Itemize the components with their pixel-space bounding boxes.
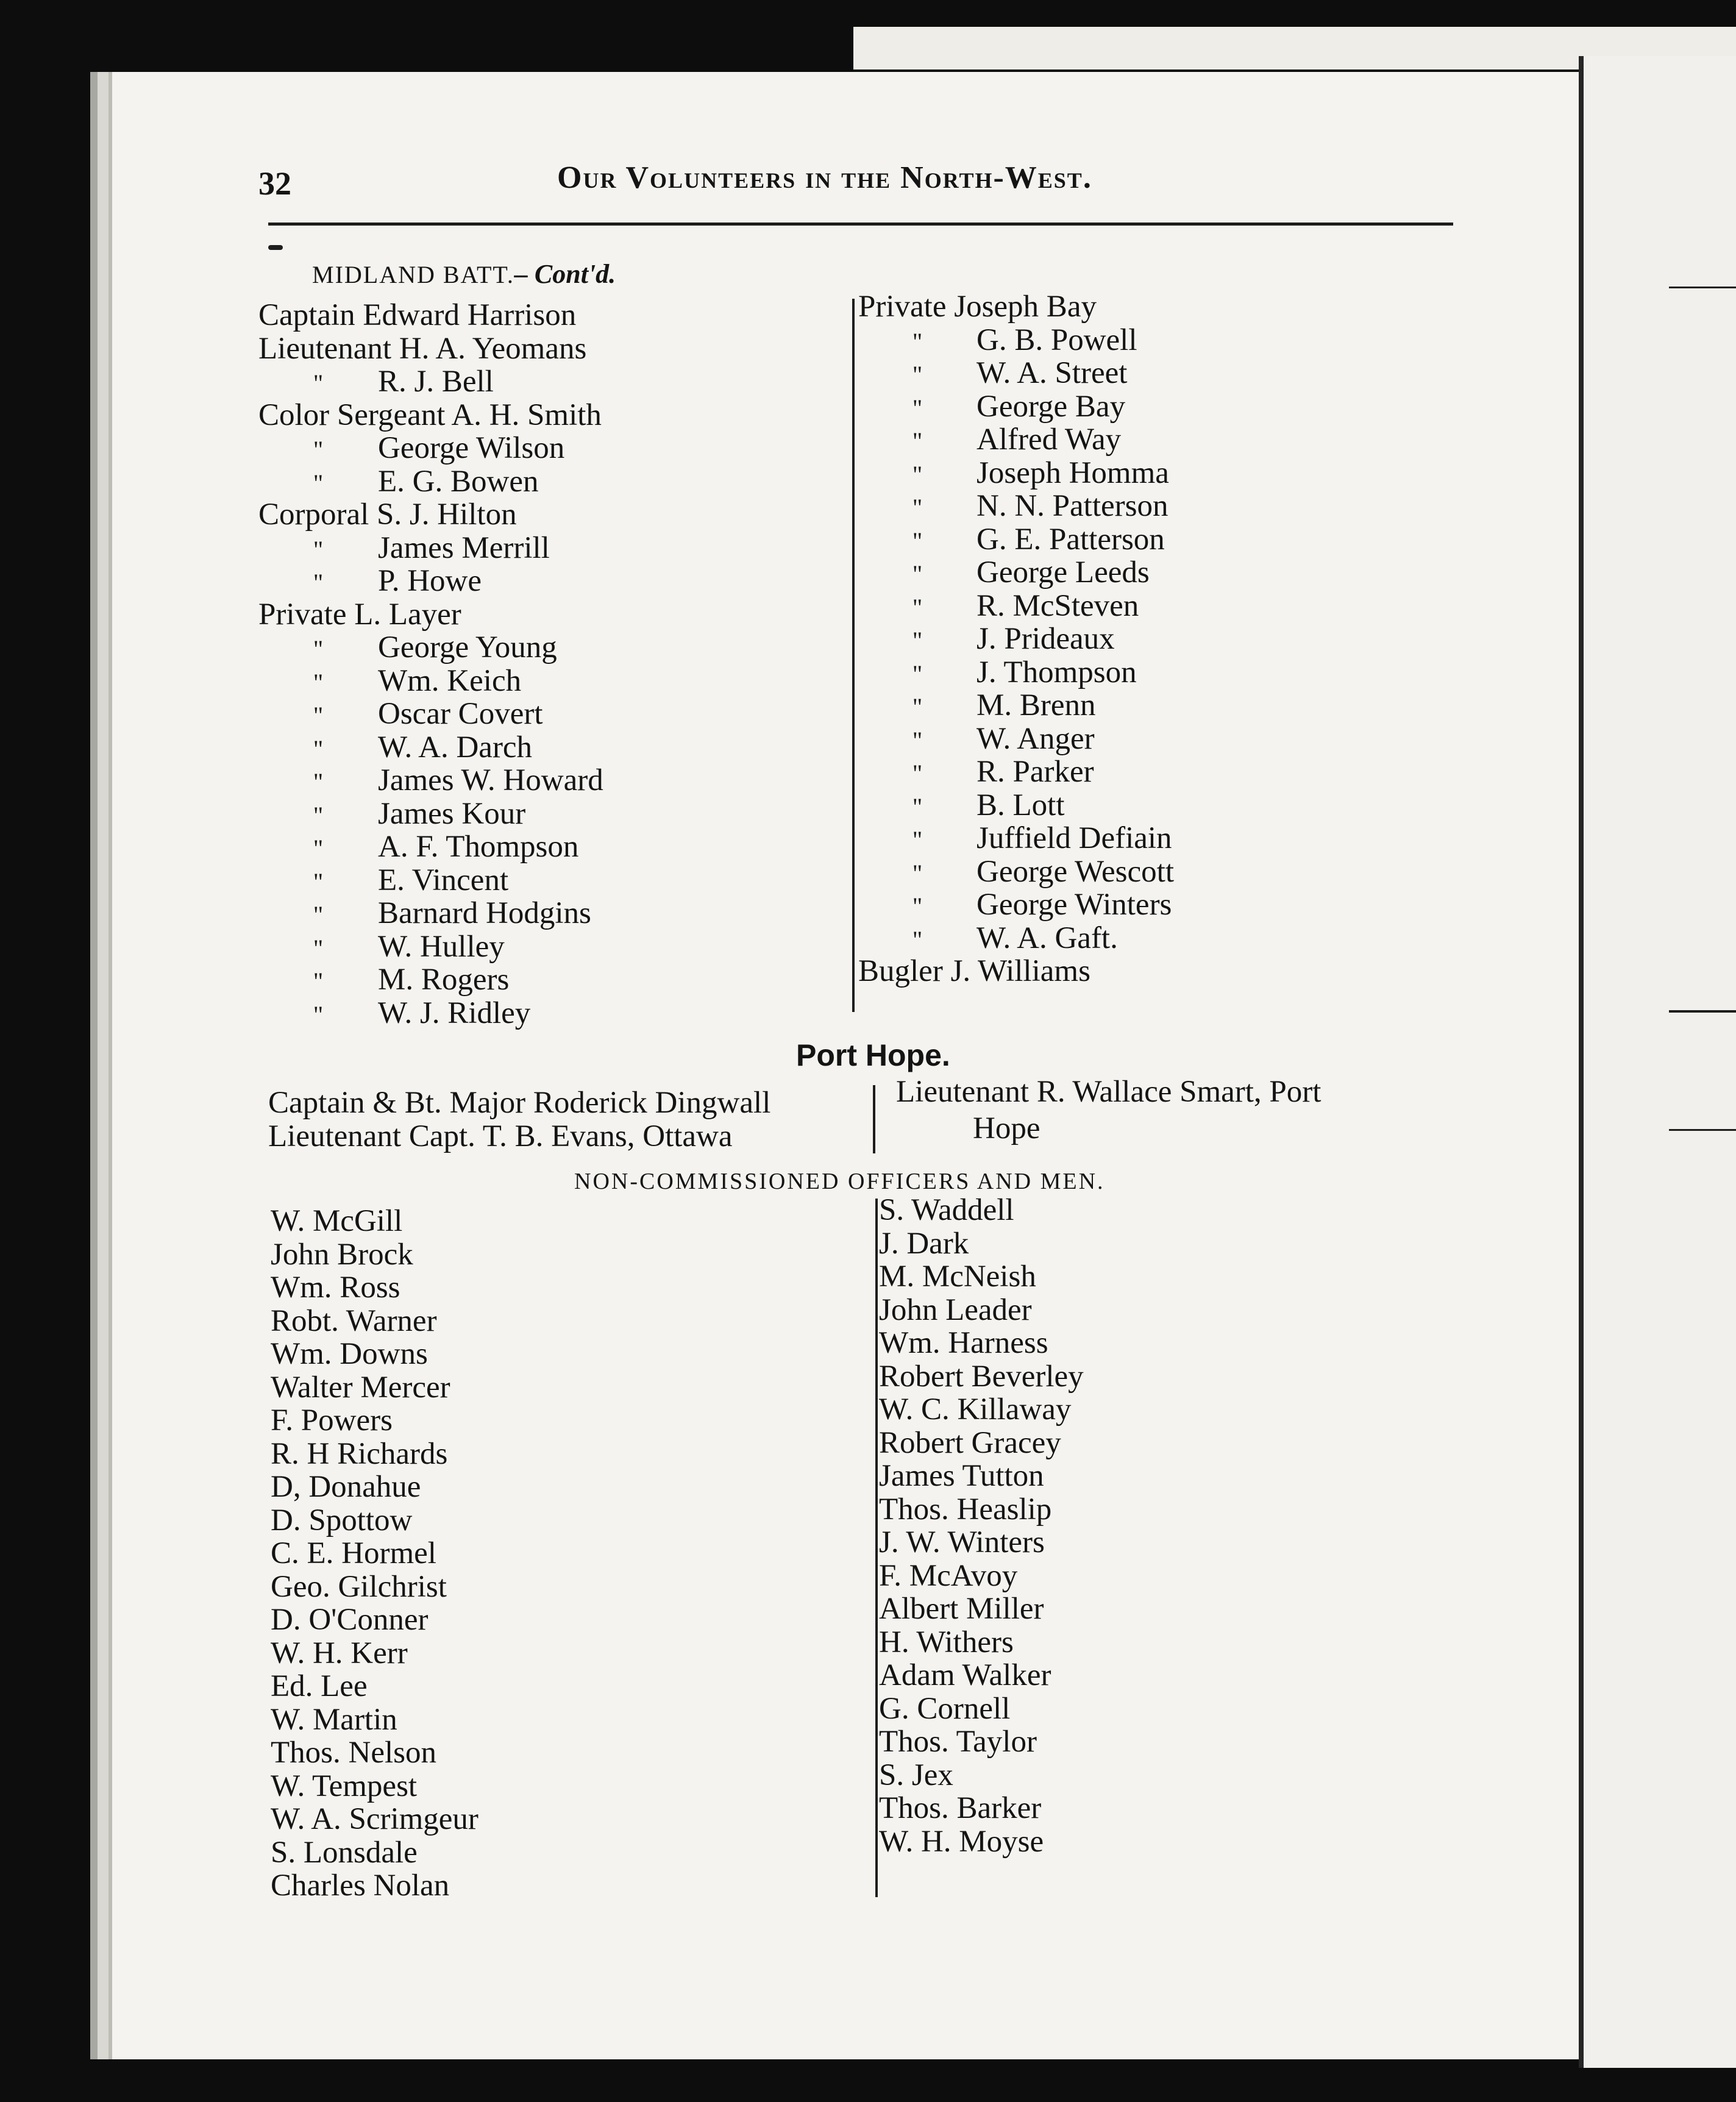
roster-line (858, 324, 1174, 357)
man-name: D. Spottow (271, 1503, 413, 1537)
man-name: Thos. Barker (879, 1791, 1042, 1825)
roster-rank: Color Sergeant (258, 397, 446, 432)
roster-line (258, 631, 603, 664)
roster-line (858, 755, 1174, 789)
man-name: Thos. Nelson (271, 1736, 436, 1770)
ditto-mark: " (912, 793, 923, 821)
roster-rank: Lieutenant (258, 331, 392, 366)
man-name: Robt. Warner (271, 1303, 437, 1338)
roster-rank: Private (258, 597, 347, 632)
man-name: W. C. Killaway (879, 1392, 1072, 1427)
ditto-mark: " (912, 494, 923, 521)
roster-line (858, 689, 1174, 722)
roster-line (258, 465, 603, 499)
roster-name: N. N. Patterson (976, 489, 1169, 523)
roster-line (258, 697, 603, 731)
men-left-column (271, 1205, 478, 1903)
header-rule (268, 223, 1453, 226)
roster-name: George Leeds (976, 555, 1150, 590)
man-name: J. W. Winters (879, 1525, 1045, 1559)
ditto-mark: " (912, 892, 923, 920)
man-name: Walter Mercer (271, 1370, 450, 1405)
man-name: S. Waddell (879, 1193, 1014, 1227)
roster-name: P. Howe (378, 564, 482, 598)
ditto-mark: " (912, 660, 923, 688)
roster-line (258, 963, 603, 997)
section-heading-text: MIDLAND BATT. (312, 261, 514, 288)
facing-page (1579, 56, 1736, 2068)
roster-rank: Private (858, 290, 947, 324)
man-name: F. Powers (271, 1403, 393, 1438)
roster-line (258, 731, 603, 764)
roster-line (858, 922, 1174, 955)
roster-line (858, 490, 1174, 523)
ditto-mark: " (313, 535, 324, 563)
roster-line (858, 855, 1174, 889)
roster-line (258, 997, 603, 1030)
ditto-mark: " (912, 859, 923, 887)
man-name: M. McNeish (879, 1259, 1036, 1294)
ditto-mark: " (912, 627, 923, 654)
roster-line (858, 789, 1174, 822)
man-name: S. Jex (879, 1758, 953, 1792)
man-name: F. McAvoy (879, 1558, 1018, 1593)
roster-line (858, 590, 1174, 623)
man-name: Wm. Ross (271, 1270, 400, 1305)
roster-name: George Wilson (378, 431, 565, 465)
roster-name: James Kour (378, 796, 526, 831)
ditto-mark: " (313, 469, 324, 497)
roster-name: James W. Howard (378, 763, 603, 797)
roster-name: M. Rogers (378, 963, 510, 997)
roster-rank: Captain (258, 298, 355, 332)
roster-line (258, 930, 603, 964)
roster-name: J. Thompson (976, 655, 1137, 689)
roster-line (258, 432, 603, 465)
roster-name: J. Williams (950, 954, 1090, 988)
roster-line (858, 457, 1174, 490)
ditto-mark: " (912, 327, 923, 355)
roster-name: G. B. Powell (976, 322, 1137, 357)
facing-page-rule (1669, 1010, 1736, 1013)
ditto-mark: " (912, 925, 923, 953)
ditto-mark: " (912, 527, 923, 555)
man-name: Robert Beverley (879, 1359, 1084, 1394)
roster-line (858, 822, 1174, 855)
ditto-mark: " (912, 693, 923, 721)
roster-name: E. G. Bowen (378, 464, 539, 499)
ditto-mark: " (313, 436, 324, 463)
man-name: D. O'Conner (271, 1603, 429, 1637)
roster-name: M. Brenn (976, 688, 1096, 722)
man-name: Wm. Downs (271, 1337, 428, 1371)
roster-line (258, 598, 603, 632)
roster-name: S. J. Hilton (377, 497, 517, 532)
roster-name: W. Hulley (378, 929, 505, 964)
roster-name: H. A. Yeomans (399, 331, 587, 366)
section-heading-midland (312, 258, 616, 290)
ditto-mark: " (313, 369, 324, 397)
roster-line (258, 797, 603, 831)
man-name: Robert Gracey (879, 1425, 1061, 1460)
roster-line (858, 390, 1174, 424)
roster-line (258, 864, 603, 897)
roster-name: R. J. Bell (378, 365, 494, 399)
roster-name: Alfred Way (976, 422, 1122, 457)
ditto-mark: " (912, 593, 923, 621)
man-name: Albert Miller (879, 1592, 1044, 1626)
ditto-mark: " (912, 460, 923, 488)
officer-line: Lieutenant R. Wallace Smart, Port (896, 1075, 1322, 1109)
roster-name: Barnard Hodgins (378, 896, 591, 930)
roster-name: L. Layer (354, 597, 461, 632)
roster-line (258, 830, 603, 864)
roster-line (258, 532, 603, 565)
ditto-mark: " (313, 569, 324, 596)
facing-page-rule (1669, 1129, 1736, 1131)
ditto-mark: " (313, 668, 324, 696)
section-title-port-hope: Port Hope. (796, 1038, 950, 1072)
man-name: Ed. Lee (271, 1669, 368, 1703)
ditto-mark: " (912, 361, 923, 388)
man-name: Adam Walker (879, 1658, 1051, 1692)
roster-name: Wm. Keich (378, 663, 522, 698)
man-name: W. Tempest (271, 1769, 418, 1803)
ditto-mark: " (912, 826, 923, 853)
man-name: W. Martin (271, 1702, 397, 1737)
ditto-mark: " (313, 801, 324, 829)
officer-line: Hope (973, 1111, 1041, 1145)
column-divider (873, 1085, 875, 1153)
roster-name: Joseph Bay (954, 290, 1097, 324)
roster-name: R. McSteven (976, 588, 1139, 623)
roster-name: E. Vincent (378, 863, 509, 897)
facing-page-rule (1669, 287, 1736, 288)
roster-name: B. Lott (976, 788, 1065, 822)
roster-name: A. F. Thompson (378, 830, 579, 864)
ditto-mark: " (912, 760, 923, 787)
ditto-mark: " (912, 427, 923, 455)
man-name: G. Cornell (879, 1691, 1011, 1726)
man-name: W. H. Kerr (271, 1636, 408, 1670)
ditto-mark: " (313, 768, 324, 796)
roster-line (258, 664, 603, 698)
officer-line: Lieutenant Capt. T. B. Evans, Ottawa (268, 1119, 733, 1153)
section-heading-suffix: – Cont'd. (514, 259, 616, 289)
man-name: Thos. Taylor (879, 1725, 1037, 1759)
running-title: Our Volunteers in the North-West. (557, 160, 1092, 195)
roster-name: R. Parker (976, 755, 1094, 789)
ditto-mark: " (912, 726, 923, 754)
men-right-column (879, 1194, 1084, 1858)
roster-line (858, 556, 1174, 590)
roster-name: George Winters (976, 888, 1172, 922)
man-name: James Tutton (879, 1459, 1044, 1493)
roster-line (258, 565, 603, 598)
midland-right-column (858, 290, 1174, 988)
man-name: John Leader (879, 1292, 1032, 1327)
ditto-mark: " (313, 1000, 324, 1028)
column-divider (875, 1199, 878, 1897)
roster-line (858, 423, 1174, 457)
roster-name: James Merrill (378, 530, 550, 565)
roster-name: J. Prideaux (976, 622, 1115, 656)
roster-line (858, 622, 1174, 656)
officer-line: Captain & Bt. Major Roderick Dingwall (268, 1086, 771, 1120)
man-name: H. Withers (879, 1625, 1014, 1659)
man-name: W. McGill (271, 1204, 403, 1238)
roster-name: George Wescott (976, 854, 1175, 889)
man-name: John Brock (271, 1237, 413, 1272)
midland-left-column (258, 299, 603, 1030)
roster-line (258, 332, 603, 366)
roster-name: W. A. Darch (378, 730, 533, 764)
roster-name: Edward Harrison (363, 298, 577, 332)
roster-line (858, 888, 1174, 922)
roster-line (858, 722, 1174, 756)
page-number: 32 (258, 165, 291, 202)
man-name: Geo. Gilchrist (271, 1569, 447, 1604)
man-name: Wm. Harness (879, 1326, 1048, 1360)
roster-line (858, 523, 1174, 557)
roster-name: W. J. Ridley (378, 996, 531, 1030)
header-rule-dot (268, 245, 283, 250)
ditto-mark: " (313, 735, 324, 763)
roster-line (858, 357, 1174, 390)
roster-name: George Young (378, 630, 557, 664)
roster-line (258, 897, 603, 930)
ditto-mark: " (313, 702, 324, 729)
roster-line (258, 764, 603, 797)
roster-name: W. A. Street (976, 356, 1128, 390)
man-name: Charles Nolan (271, 1869, 450, 1903)
ditto-mark: " (313, 835, 324, 862)
roster-line (258, 399, 603, 432)
roster-name: A. H. Smith (451, 397, 602, 432)
man-name: D, Donahue (271, 1470, 421, 1504)
ditto-mark: " (313, 635, 324, 663)
roster-name: Oscar Covert (378, 697, 543, 731)
man-name: W. A. Scrimgeur (271, 1802, 478, 1836)
man-name: W. H. Moyse (879, 1824, 1044, 1859)
man-name: S. Lonsdale (271, 1835, 418, 1870)
roster-name: W. Anger (976, 721, 1095, 756)
ditto-mark: " (313, 868, 324, 896)
column-divider (852, 299, 855, 1012)
ditto-mark: " (912, 560, 923, 588)
nco-heading: NON-COMMISSIONED OFFICERS AND MEN. (574, 1169, 1105, 1194)
man-name: R. H Richards (271, 1436, 448, 1471)
roster-rank: Bugler (858, 954, 943, 988)
roster-name: Juffield Defiain (976, 821, 1172, 855)
roster-rank: Corporal (258, 497, 369, 532)
ditto-mark: " (313, 934, 324, 962)
roster-name: George Bay (976, 389, 1126, 424)
roster-line (258, 498, 603, 532)
roster-name: Joseph Homma (976, 455, 1169, 490)
roster-name: W. A. Gaft. (976, 921, 1118, 955)
ditto-mark: " (313, 901, 324, 928)
ditto-mark: " (313, 967, 324, 995)
roster-line (858, 656, 1174, 689)
man-name: C. E. Hormel (271, 1536, 436, 1570)
roster-line (858, 955, 1174, 988)
ditto-mark: " (912, 394, 923, 422)
roster-name: G. E. Patterson (976, 522, 1165, 557)
man-name: J. Dark (879, 1226, 969, 1261)
roster-line (858, 290, 1174, 324)
roster-line (258, 365, 603, 399)
man-name: Thos. Heaslip (879, 1492, 1052, 1527)
roster-line (258, 299, 603, 332)
